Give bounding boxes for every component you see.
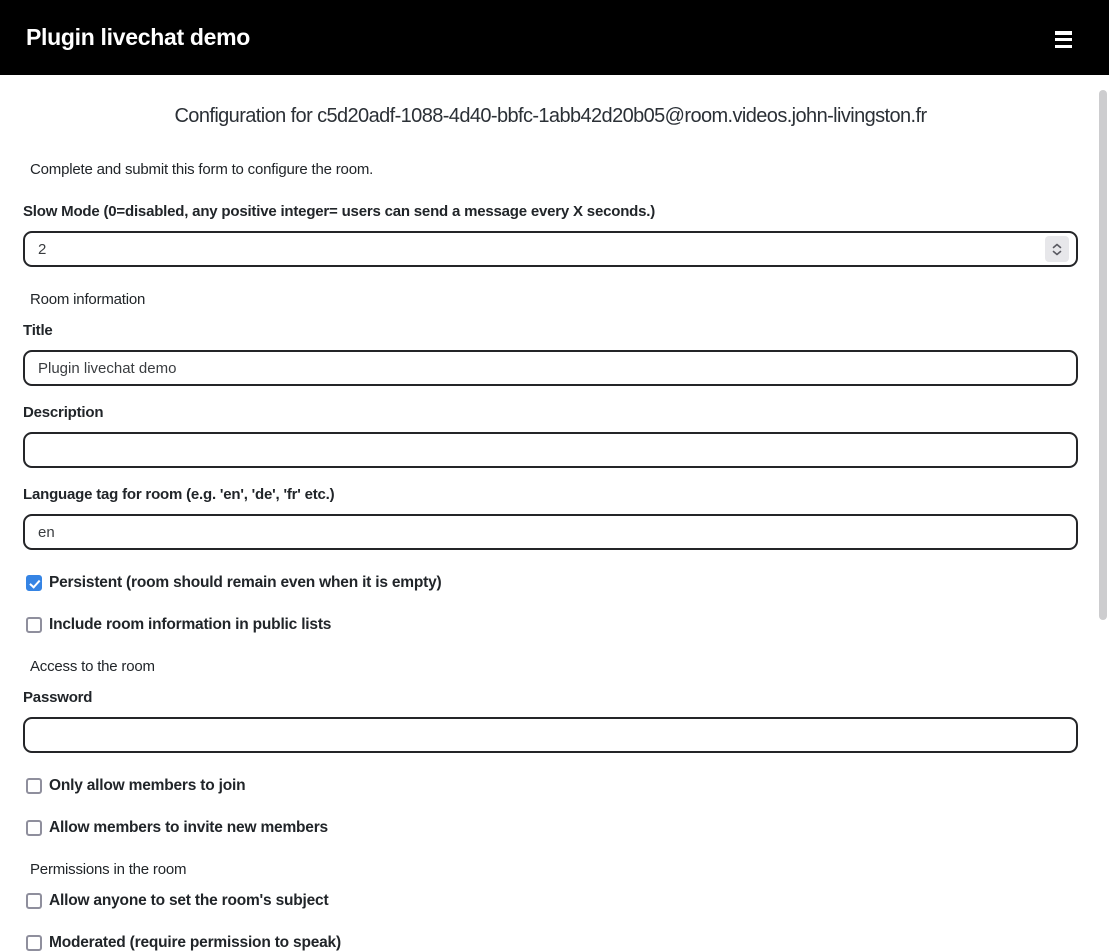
title-input[interactable] [23, 350, 1078, 386]
slow-mode-label: Slow Mode (0=disabled, any positive integer= users can send a message every X seconds.) [23, 203, 656, 220]
scrollbar-thumb[interactable] [1099, 90, 1107, 620]
moderated-checkbox-row[interactable] [23, 934, 1078, 952]
public-list-checkbox-row[interactable] [23, 616, 1078, 634]
password-input[interactable] [23, 717, 1078, 753]
members-only-checkbox-label: Only allow members to join [49, 777, 246, 794]
public-list-checkbox-label: Include room information in public lists [49, 616, 332, 633]
hamburger-bar [1055, 45, 1072, 49]
number-stepper-icon[interactable] [1045, 236, 1069, 262]
members-invite-checkbox[interactable] [26, 820, 42, 836]
language-tag-label: Language tag for room (e.g. 'en', 'de', 'fr' etc.) [23, 486, 335, 503]
hamburger-menu-icon[interactable] [1055, 31, 1072, 48]
members-only-checkbox[interactable] [26, 778, 42, 794]
chevron-down-icon [1052, 250, 1062, 256]
description-label: Description [23, 404, 104, 421]
room-config-form [23, 161, 1078, 952]
app-header [0, 0, 1109, 75]
public-list-checkbox[interactable] [26, 617, 42, 633]
section-legend-access: Access to the room [30, 658, 155, 675]
description-input[interactable] [23, 432, 1078, 468]
subject-checkbox[interactable] [26, 893, 42, 909]
hamburger-bar [1055, 38, 1072, 42]
page-title: Configuration for c5d20adf-1088-4d40-bbfc-1abb42d20b05@room.videos.john-livingston.fr [174, 105, 927, 127]
form-instructions: Complete and submit this form to configure the room. [30, 161, 374, 178]
persistent-checkbox-label: Persistent (room should remain even when it is empty) [49, 574, 442, 591]
section-legend-room-information: Room information [30, 291, 146, 308]
app-title: Plugin livechat demo [26, 24, 251, 50]
members-invite-checkbox-row[interactable] [23, 819, 1078, 837]
hamburger-bar [1055, 31, 1072, 35]
main-content [0, 105, 1109, 952]
slow-mode-field [23, 231, 1078, 267]
subject-checkbox-label: Allow anyone to set the room's subject [49, 892, 329, 909]
moderated-checkbox-label: Moderated (require permission to speak) [49, 934, 341, 951]
persistent-checkbox[interactable] [26, 575, 42, 591]
persistent-checkbox-row[interactable] [23, 574, 1078, 592]
members-invite-checkbox-label: Allow members to invite new members [49, 819, 328, 836]
password-label: Password [23, 689, 93, 706]
slow-mode-input[interactable] [23, 231, 1078, 267]
subject-checkbox-row[interactable] [23, 892, 1078, 910]
language-tag-input[interactable] [23, 514, 1078, 550]
title-label: Title [23, 322, 53, 339]
members-only-checkbox-row[interactable] [23, 777, 1078, 795]
chevron-up-icon [1052, 243, 1062, 249]
section-legend-permissions: Permissions in the room [30, 861, 187, 878]
moderated-checkbox[interactable] [26, 935, 42, 951]
